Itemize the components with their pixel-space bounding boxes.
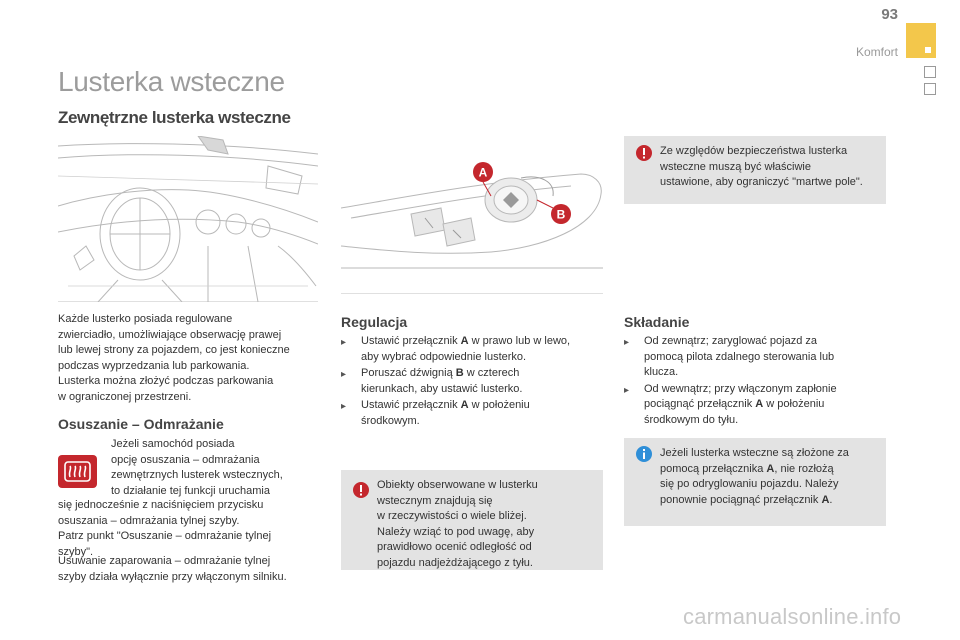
watermark: carmanualsonline.info bbox=[683, 604, 902, 629]
label-b: B bbox=[556, 207, 566, 222]
bullet-icon: ▸ bbox=[624, 337, 630, 348]
mirror-switch-illustration bbox=[341, 138, 603, 294]
list-item: ▸ Od wewnątrz; przy włączonym zapłonie pociągnąć przełącznik A w położeniu środkowym do tyłu. bbox=[624, 382, 837, 426]
list-item: ▸ Poruszać dźwignią B w czterech kierunkach, aby ustawić lusterko. bbox=[341, 367, 523, 395]
cockpit-illustration bbox=[58, 136, 318, 302]
info-icon bbox=[636, 446, 652, 462]
section-tab bbox=[906, 23, 936, 58]
adjustment-list bbox=[341, 334, 603, 430]
list-item: ▸ Ustawić przełącznik A w prawo lub w lewo, aby wybrać odpowiednie lusterko. bbox=[341, 335, 571, 363]
warning-text: Ze względów bezpieczeństwa lusterka wsteczne muszą być właściwie ustawione, aby ograniczyć "martwe pole". bbox=[660, 145, 863, 188]
list-item: ▸ Ustawić przełącznik A w położeniu środkowym. bbox=[341, 399, 530, 427]
warning-text: Obiekty obserwowane w lusterku wstecznym znajdują się w rzeczywistości o wiele bliżej. Należy wziąć to pod uwagę, aby prawidłowo ocenić odległość od pojazdu nadjeżdżającego z tyłu. bbox=[377, 479, 538, 569]
page-title: Lusterka wsteczne bbox=[58, 66, 285, 97]
warning-box-distance bbox=[341, 470, 603, 570]
rear-defrost-icon bbox=[58, 455, 97, 488]
defrost-paragraph-2: się jednocześnie z naciśnięciem przycisku osuszania – odmrażania tylnej szyby. Patrz punkt "Osuszanie – odmrażanie tylnej szyby". bbox=[58, 499, 272, 558]
warning-box-blind-spot bbox=[624, 136, 886, 204]
defrost-paragraph-3: Usuwanie zaparowania – odmrażanie tylnej szyby działa wyłącznie przy włączonym silniku. bbox=[58, 555, 287, 583]
folding-list bbox=[624, 334, 886, 429]
page-number: 93 bbox=[881, 6, 898, 23]
adjustment-heading: Regulacja bbox=[341, 314, 408, 330]
intro-paragraph: Każde lusterko posiada regulowane zwierciadło, umożliwiające obserwację prawej lub lewej strony za pojazdem, co jest konieczne podczas wyprzedzania lub parkowania. Lusterka można złożyć podczas parkowania w ograniczonej przestrzeni. bbox=[58, 313, 290, 403]
section-subtitle: Zewnętrzne lusterka wsteczne bbox=[58, 108, 291, 127]
section-name: Komfort bbox=[855, 45, 898, 59]
defrost-heading: Osuszanie – Odmrażanie bbox=[58, 416, 224, 432]
warning-icon bbox=[636, 145, 652, 161]
tab-marker-empty bbox=[924, 83, 936, 95]
bullet-icon: ▸ bbox=[624, 384, 630, 396]
warning-icon bbox=[353, 482, 369, 498]
info-text: Jeżeli lusterka wsteczne są złożone za pomocą przełącznika A, nie rozłożą się po odryglowaniu pojazdu. Należy ponownie pociągnąć przełącznik A. bbox=[660, 447, 849, 506]
folding-heading: Składanie bbox=[624, 314, 690, 330]
defrost-paragraph-1: Jeżeli samochód posiada opcję osuszania – odmrażania zewnętrznych lusterek wstecznych, to działanie tej funkcji uruchamia bbox=[111, 438, 283, 497]
tab-marker-empty bbox=[924, 66, 936, 78]
bullet-icon: ▸ bbox=[341, 401, 347, 412]
bullet-icon: ▸ bbox=[341, 369, 347, 380]
bullet-icon: ▸ bbox=[341, 337, 347, 348]
info-box-folded-mirrors bbox=[624, 438, 886, 526]
label-a: A bbox=[478, 165, 488, 180]
list-item: ▸ Od zewnątrz; zaryglować pojazd za pomocą pilota zdalnego sterowania lub klucza. bbox=[624, 335, 835, 378]
